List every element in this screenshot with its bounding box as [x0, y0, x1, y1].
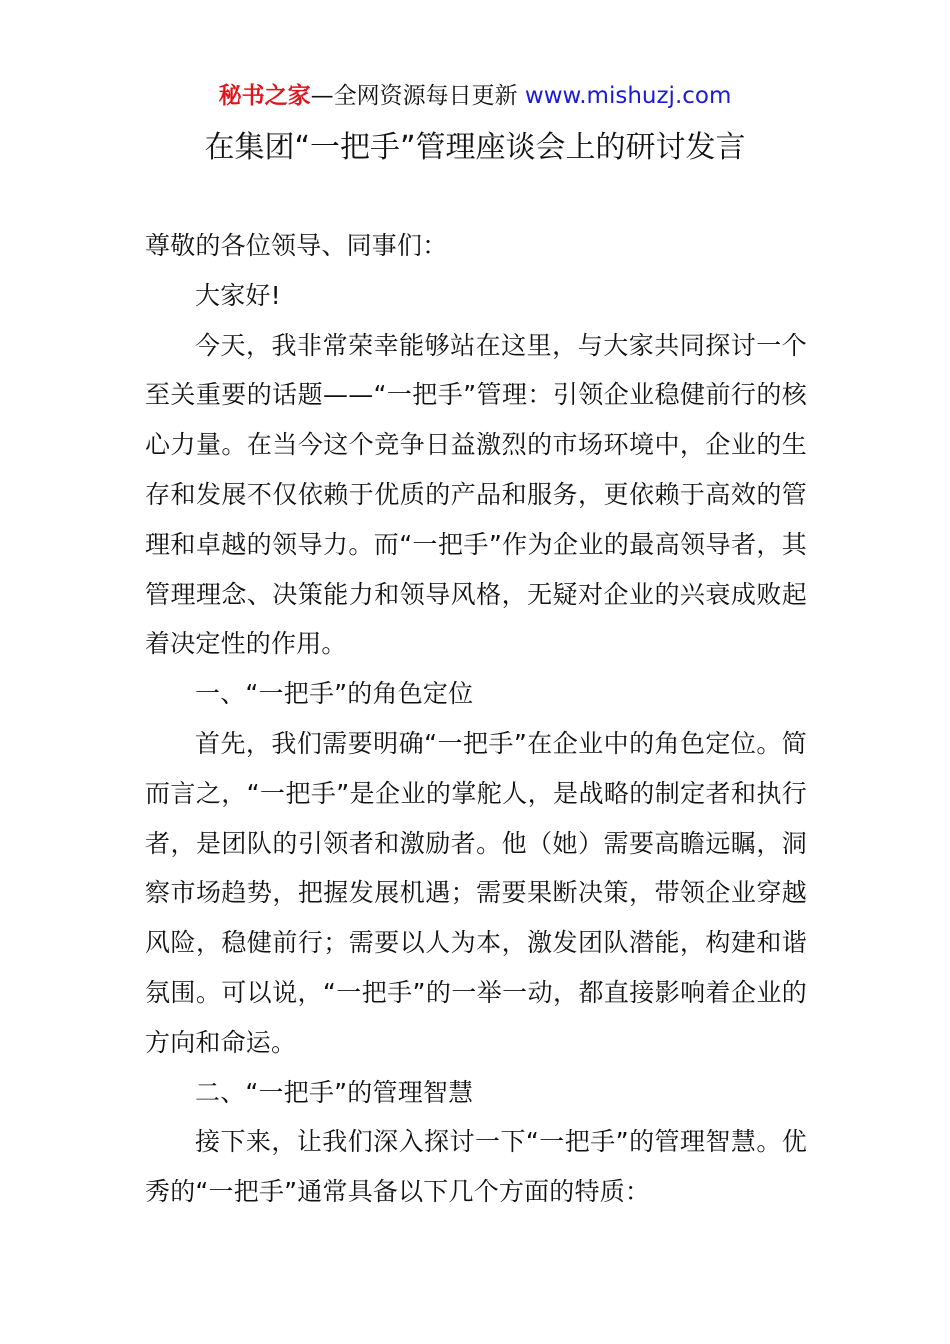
site-banner	[0, 80, 950, 112]
document-body	[145, 221, 807, 1217]
section-2-heading: 二、“一把手”的管理智慧	[195, 1077, 474, 1107]
salutation: 尊敬的各位领导、同事们：	[145, 231, 448, 260]
greeting: 大家好!	[195, 280, 281, 310]
banner-url-link[interactable]: www.mishuzj.com	[524, 83, 732, 109]
document-title: 在集团“一把手”管理座谈会上的研讨发言	[204, 130, 746, 165]
section-1-heading: 一、“一把手”的角色定位	[195, 679, 474, 709]
banner-brand: 秘书之家	[218, 83, 311, 109]
section-1-paragraph: 首先，我们需要明确“一把手”在企业中的角色定位。简而言之，“一把手”是企业的掌舵人，是战略的制定者和执行者，是团队的引领者和激励者。他（她）需要高瞻远瞩，洞察市场趋势，把握发展机遇；需要果断决策，带领企业穿越风险，稳健前行；需要以人为本，激发团队潜能，构建和谐氛围。可以说，“一把手”的一举一动，都直接影响着企业的方向和命运。	[145, 728, 807, 1057]
section-2-paragraph: 接下来，让我们深入探讨一下“一把手”的管理智慧。优秀的“一把手”通常具备以下几个方面的特质：	[145, 1127, 807, 1207]
intro-paragraph: 今天，我非常荣幸能够站在这里，与大家共同探讨一个至关重要的话题——“一把手”管理：引领企业稳健前行的核心力量。在当今这个竞争日益激烈的市场环境中，企业的生存和发展不仅依赖于优质的产品和服务，更依赖于高效的管理和卓越的领导力。而“一把手”作为企业的最高领导者，其管理理念、决策能力和领导风格，无疑对企业的兴衰成败起着决定性的作用。	[145, 330, 807, 659]
banner-slogan: —全网资源每日更新	[310, 83, 518, 109]
